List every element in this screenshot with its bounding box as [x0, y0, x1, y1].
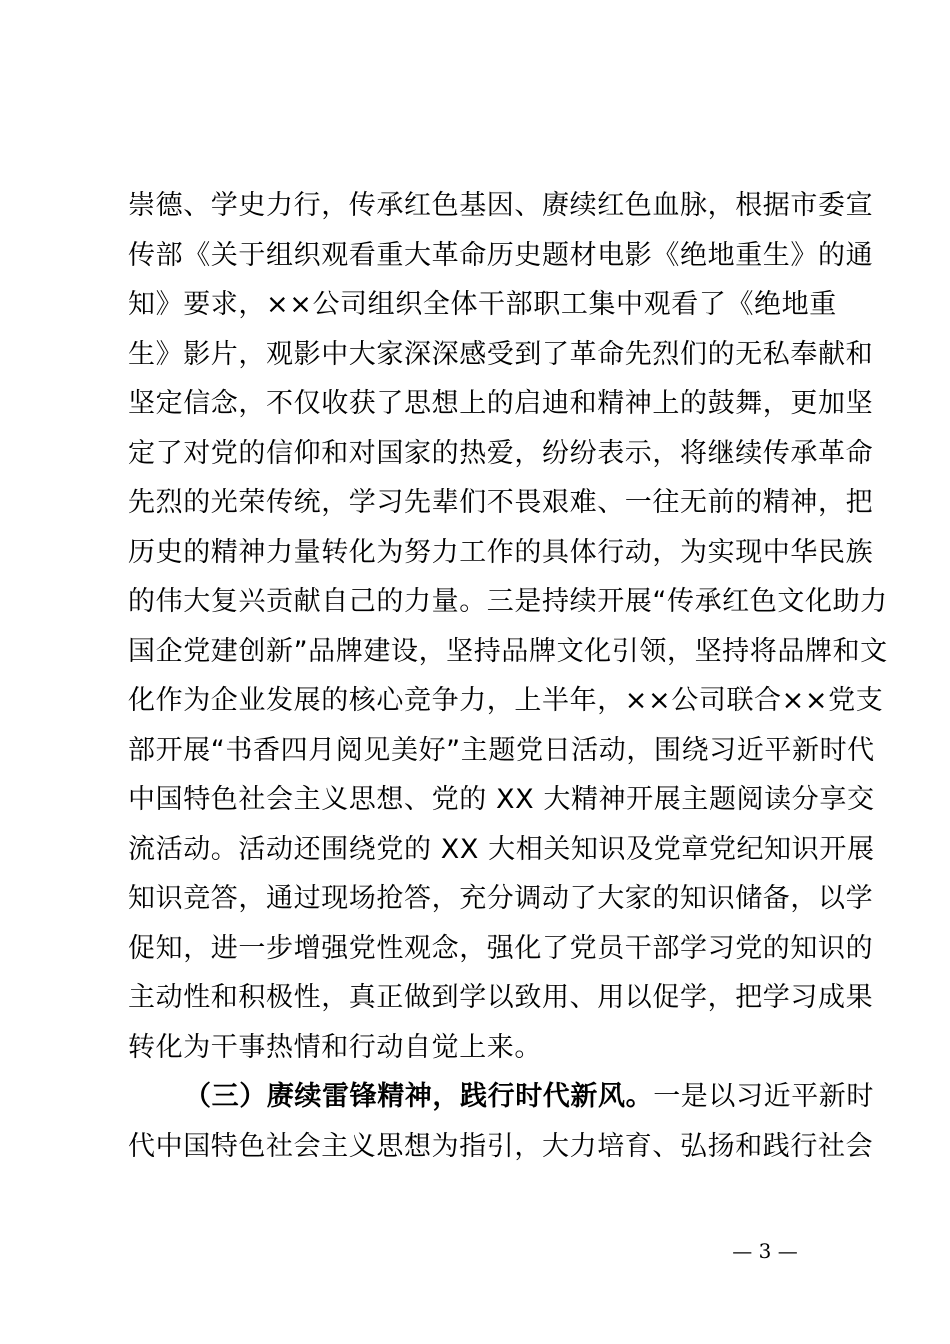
text-line: 中国特色社会主义思想、党的 XX 大精神开展主题阅读分享交 [128, 784, 875, 815]
text-line: 坚定信念，不仅收获了思想上的启迪和精神上的鼓舞，更加坚 [128, 388, 874, 419]
text-line: 知》要求，××公司组织全体干部职工集中观看了《绝地重 [128, 289, 837, 320]
text-line: 定了对党的信仰和对国家的热爱，纷纷表示，将继续传承革命 [128, 437, 874, 469]
text-line: 传部《关于组织观看重大革命历史题材电影《绝地重生》的通 [128, 239, 874, 271]
text-line: 转化为干事热情和行动自觉上来。 [128, 1031, 542, 1063]
text-line: 先烈的光荣传统，学习先辈们不畏艰难、一往无前的精神，把 [128, 487, 874, 518]
text-line: 部开展“书香四月阅见美好”主题党日活动，围绕习近平新时代 [128, 734, 875, 766]
text-line: 代中国特色社会主义思想为指引，大力培育、弘扬和践行社会 [128, 1130, 874, 1162]
text-line: 生》影片，观影中大家深深感受到了革命先烈们的无私奉献和 [128, 338, 874, 370]
text-line: 促知，进一步增强党性观念，强化了党员干部学习党的知识的 [128, 932, 874, 964]
body-text [128, 181, 888, 1171]
text-line: 化作为企业发展的核心竞争力，上半年，××公司联合××党支 [128, 685, 884, 716]
text-line: 国企党建创新”品牌建设，坚持品牌文化引领，坚持将品牌和文 [128, 635, 888, 667]
text-line: 的伟大复兴贡献自己的力量。三是持续开展“传承红色文化助力 [128, 586, 888, 617]
text-line: 历史的精神力量转化为努力工作的具体行动，为实现中华民族 [128, 536, 874, 568]
text-line: 知识竞答，通过现场抢答，充分调动了大家的知识储备，以学 [128, 883, 874, 914]
section-heading-line [128, 1072, 875, 1122]
page-number: — 3 — [732, 1239, 798, 1263]
text-line: 流活动。活动还围绕党的 XX 大相关知识及党章党纪知识开展 [128, 833, 875, 865]
section-heading: （三）赓续雷锋精神，践行时代新风。 [184, 1081, 654, 1112]
text-line: 主动性和积极性，真正做到学以致用、用以促学，把学习成果 [128, 982, 874, 1013]
text-line: 崇德、学史力行，传承红色基因、赓续红色血脉，根据市委宣 [128, 190, 874, 221]
section-text: 一是以习近平新时 [653, 1081, 875, 1112]
